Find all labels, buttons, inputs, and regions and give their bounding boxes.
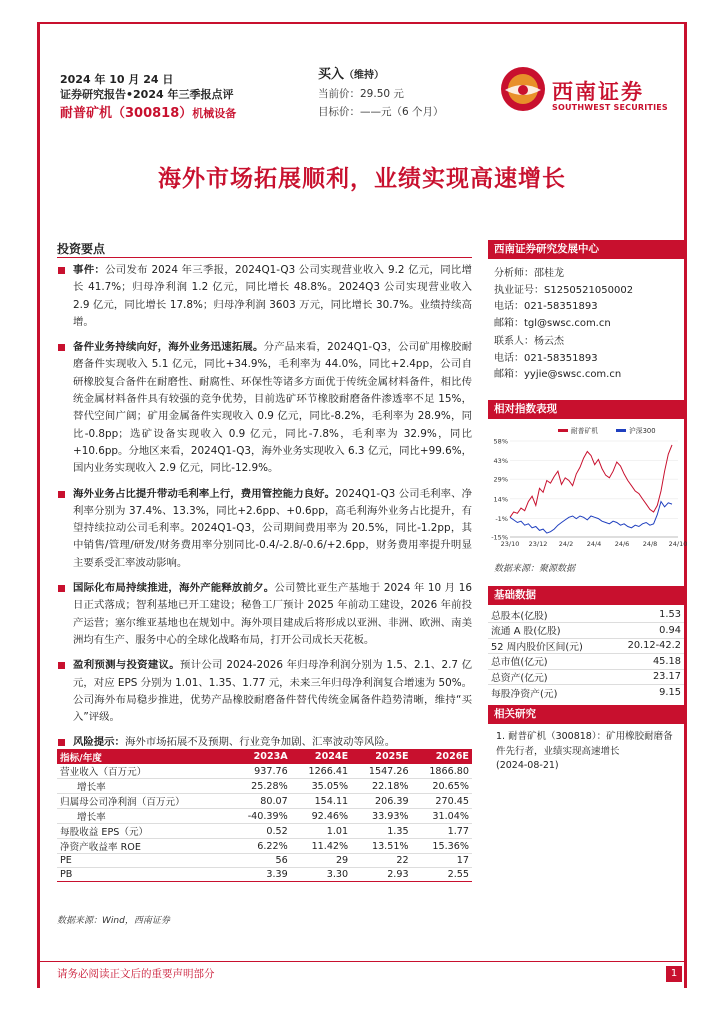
highlight-item bbox=[57, 580, 472, 649]
y-tick-label: 14% bbox=[493, 495, 508, 504]
table-cell: 56 bbox=[230, 854, 291, 868]
table-cell: 20.65% bbox=[412, 779, 472, 794]
row-label: 52 周内股价区间(元) bbox=[488, 638, 610, 654]
highlight-label: 事件： bbox=[73, 264, 106, 276]
table-cell: 33.93% bbox=[351, 809, 411, 824]
table-cell: 1.77 bbox=[412, 824, 472, 839]
related-research-title[interactable]: 1. 耐普矿机（300818）：矿用橡胶耐磨备件先行者，业绩实现高速增长 bbox=[496, 731, 673, 757]
legend-swatch bbox=[558, 429, 568, 432]
table-row bbox=[488, 669, 684, 685]
x-tick-label: 24/2 bbox=[558, 540, 574, 548]
related-research-heading: 相关研究 bbox=[488, 705, 684, 724]
table-row bbox=[488, 607, 684, 623]
y-tick-label: -15% bbox=[491, 533, 508, 542]
footer-disclaimer: 请务必阅读正文后的重要声明部分 bbox=[57, 968, 215, 980]
table-row bbox=[57, 824, 472, 839]
y-tick-label: 29% bbox=[493, 475, 508, 484]
table-cell: 25.28% bbox=[230, 779, 291, 794]
highlight-label: 风险提示： bbox=[73, 736, 125, 749]
table-row bbox=[57, 764, 472, 779]
series-line-naipu bbox=[510, 445, 672, 517]
highlight-item bbox=[57, 262, 472, 331]
row-label: PB bbox=[57, 868, 230, 882]
chart-svg bbox=[488, 425, 688, 557]
bullet-square-icon bbox=[58, 585, 65, 592]
row-label: 增长率 bbox=[57, 809, 230, 824]
report-type: 证券研究报告•2024 年三季报点评 bbox=[60, 88, 234, 101]
chart-source: 数据来源：聚源数据 bbox=[494, 564, 576, 574]
analyst-license: 执业证号：S1250521050002 bbox=[494, 284, 634, 296]
table-cell: 80.07 bbox=[230, 794, 291, 809]
table-cell: 1266.41 bbox=[291, 764, 351, 779]
related-research-date: (2024-08-21) bbox=[496, 760, 559, 771]
research-center-heading: 西南证券研究发展中心 bbox=[488, 240, 684, 259]
target-price: 目标价：——元（6 个月） bbox=[318, 106, 444, 118]
highlight-label: 备件业务持续向好，海外业务迅速拓展。 bbox=[73, 341, 264, 354]
highlight-label: 国际化布局持续推进，海外产能释放前夕。 bbox=[73, 582, 275, 595]
table-cell: 45.18 bbox=[610, 654, 684, 670]
row-label: 增长率 bbox=[57, 779, 230, 794]
table-cell: 2.55 bbox=[412, 868, 472, 882]
table-row bbox=[57, 854, 472, 868]
bullet-square-icon bbox=[58, 662, 65, 669]
company-line bbox=[60, 105, 236, 123]
table-row bbox=[57, 868, 472, 882]
table-cell: 23.17 bbox=[610, 669, 684, 685]
analyst-name: 分析师：邵桂龙 bbox=[494, 268, 564, 279]
contact-phone: 电话：021-58351893 bbox=[494, 352, 598, 364]
legend-label: 耐普矿机 bbox=[571, 427, 599, 435]
highlight-label: 海外业务占比提升带动毛利率上行，费用管控能力良好。 bbox=[73, 487, 336, 500]
table-cell: 22 bbox=[351, 854, 411, 868]
analyst-email[interactable]: 邮箱：tgl@swsc.com.cn bbox=[494, 317, 611, 329]
highlight-text: 海外市场拓展不及预期、行业竞争加剧、汇率波动等风险。 bbox=[124, 736, 396, 749]
table-cell: 1.53 bbox=[610, 607, 684, 623]
table-cell: 17 bbox=[412, 854, 472, 868]
table-cell: 154.11 bbox=[291, 794, 351, 809]
row-label: 每股收益 EPS（元） bbox=[57, 824, 230, 839]
contact-email[interactable]: 邮箱：yyjie@swsc.com.cn bbox=[494, 369, 622, 380]
table-source: 数据来源：Wind，西南证券 bbox=[57, 916, 170, 926]
table-row bbox=[57, 779, 472, 794]
table-cell: 0.52 bbox=[230, 824, 291, 839]
right-border bbox=[684, 22, 687, 988]
col-header: 指标/年度 bbox=[57, 749, 230, 764]
highlight-text: 分产品来看，2024Q1-Q3，公司矿用橡胶耐磨备件实现收入 5.1 亿元，同比+34.9%，毛利率为 44.0%，同比+2.4pp，公司自研橡胶复合备件在耐磨性、耐腐性、环保性等诸多方面优于传统金属材料备件，相比传统金属材料备件具有较强的竞争优势，目前选矿环节橡胶耐磨备件渗透率不足 15%，替代空间广阔；矿用金属备件实现收入 0.9 亿元，同比-8.2%，毛利率为 28.9%，同比-0.8pp；选矿设备实现收入 0.9 亿元，同比-7.8%，毛利率为 32.9%，同比+10.6pp。分地区来看，2024Q1-Q3，海外业务实现收入 6.3 亿元，同比+99.6%，国内业务实现收入 2.9 亿元，同比-12.9%。 bbox=[73, 341, 473, 475]
table-cell: 937.76 bbox=[230, 764, 291, 779]
highlight-text: 预计公司 2024-2026 年归母净利润分别为 1.5、2.1、2.7 亿元，对应 EPS 分别为 1.01、1.35、1.77 元，未来三年归母净利润复合增速为 50%。公司海外布局稳步推进，优势产品橡胶耐磨备件替代传统金属备件趋势清晰，维持“买入”评级。 bbox=[73, 659, 473, 724]
table-row bbox=[57, 839, 472, 854]
current-price: 当前价：29.50 元 bbox=[318, 88, 404, 100]
rating-block bbox=[318, 66, 444, 121]
col-header: 2026E bbox=[412, 749, 472, 764]
highlights-heading: 投资要点 bbox=[57, 242, 106, 256]
basic-data-table bbox=[488, 607, 684, 700]
table-cell: 3.39 bbox=[230, 868, 291, 882]
row-label: PE bbox=[57, 854, 230, 868]
rating-note: （维持） bbox=[344, 70, 385, 81]
highlight-item bbox=[57, 486, 472, 572]
logo-name-en: SOUTHWEST SECURITIES bbox=[552, 103, 668, 112]
top-border bbox=[37, 22, 687, 24]
table-cell: 22.18% bbox=[351, 779, 411, 794]
table-cell: 206.39 bbox=[351, 794, 411, 809]
index-chart-heading: 相对指数表现 bbox=[488, 400, 684, 419]
footer-divider bbox=[37, 961, 687, 962]
x-tick-label: 24/6 bbox=[614, 540, 630, 548]
legend-swatch bbox=[616, 429, 626, 432]
table-cell: 270.45 bbox=[412, 794, 472, 809]
contact-name: 联系人：杨云杰 bbox=[494, 336, 564, 347]
table-cell: 11.42% bbox=[291, 839, 351, 854]
highlight-item bbox=[57, 657, 472, 726]
highlight-item bbox=[57, 339, 472, 477]
table-cell: 35.05% bbox=[291, 779, 351, 794]
col-header: 2025E bbox=[351, 749, 411, 764]
col-header: 2024E bbox=[291, 749, 351, 764]
y-tick-label: 58% bbox=[493, 437, 508, 446]
row-label: 每股净资产(元) bbox=[491, 688, 558, 700]
report-meta bbox=[60, 72, 236, 123]
logo-emblem-icon bbox=[500, 66, 546, 112]
table-row bbox=[488, 654, 684, 670]
bullet-square-icon bbox=[58, 344, 65, 351]
table-row bbox=[488, 638, 684, 654]
analyst-phone: 电话：021-58351893 bbox=[494, 301, 598, 312]
table-header-row bbox=[57, 749, 472, 764]
x-tick-label: 23/12 bbox=[528, 540, 548, 548]
report-title: 海外市场拓展顺利，业绩实现高速增长 bbox=[158, 166, 566, 192]
col-header: 2023A bbox=[230, 749, 291, 764]
table-cell: 92.46% bbox=[291, 809, 351, 824]
table-row bbox=[57, 794, 472, 809]
table-row bbox=[488, 685, 684, 701]
rating-value: 买入 bbox=[318, 67, 345, 82]
table-cell: 20.12-42.2 bbox=[610, 638, 684, 654]
table-cell: 15.36% bbox=[412, 839, 472, 854]
highlight-text: 公司赞比亚生产基地于 2024 年 10 月 16 日正式落成；智利基地已开工建设；秘鲁工厂预计 2025 年前动工建设，2026 年前投产运营；塞尔维亚基地也在规划中。海外项目建成后将形成以亚洲、非洲、欧洲、南美洲均有生产、服务中心的全球化战略布局，打开公司成长天花板。 bbox=[73, 582, 472, 646]
y-tick-label: -1% bbox=[495, 515, 508, 524]
table-cell: 2.93 bbox=[351, 868, 411, 882]
analyst-info bbox=[494, 266, 633, 332]
table-cell: 31.04% bbox=[412, 809, 472, 824]
table-cell: 1866.80 bbox=[412, 764, 472, 779]
industry: 机械设备 bbox=[192, 107, 237, 120]
row-label: 总资产(亿元) bbox=[488, 669, 610, 685]
page-number: 1 bbox=[666, 966, 682, 982]
bullet-square-icon bbox=[58, 491, 65, 498]
company-name: 耐普矿机（300818） bbox=[60, 106, 193, 121]
row-label: 营业收入（百万元） bbox=[57, 764, 230, 779]
contact-info bbox=[494, 334, 621, 384]
highlights-divider bbox=[57, 257, 472, 258]
x-tick-label: 24/10 bbox=[668, 540, 688, 548]
table-cell: 0.94 bbox=[610, 623, 684, 639]
highlights-list bbox=[57, 262, 472, 752]
bullet-square-icon bbox=[58, 267, 65, 274]
table-row bbox=[488, 623, 684, 639]
y-tick-label: 43% bbox=[493, 457, 508, 466]
financial-forecast-table bbox=[57, 749, 472, 882]
company-logo bbox=[500, 66, 680, 118]
report-date: 2024 年 10 月 24 日 bbox=[60, 73, 174, 86]
table-cell: 3.30 bbox=[291, 868, 351, 882]
logo-name-cn: 西南证券 bbox=[552, 80, 644, 104]
table-row bbox=[57, 809, 472, 824]
basic-data-heading: 基础数据 bbox=[488, 586, 684, 605]
row-label: 归属母公司净利润（百万元） bbox=[57, 794, 230, 809]
table-cell: -40.39% bbox=[230, 809, 291, 824]
table-cell: 1547.26 bbox=[351, 764, 411, 779]
table-cell: 9.15 bbox=[659, 687, 681, 698]
row-label: 流通 A 股(亿股) bbox=[488, 623, 610, 639]
legend-label: 沪深300 bbox=[629, 427, 656, 435]
rating bbox=[318, 66, 444, 85]
table-cell: 13.51% bbox=[351, 839, 411, 854]
table-cell: 6.22% bbox=[230, 839, 291, 854]
table-cell: 1.01 bbox=[291, 824, 351, 839]
highlight-text: 公司发布 2024 年三季报，2024Q1-Q3 公司实现营业收入 9.2 亿元，同比增长 41.7%；归母净利润 1.2 亿元，同比增长 48.8%。2024Q3 公司实现营业收入 2.9 亿元，同比增长 17.8%；归母净利润 3603 万元，同比增长 30.7%。业绩持续高增。 bbox=[73, 264, 472, 328]
bullet-square-icon bbox=[58, 739, 65, 746]
row-label: 总市值(亿元) bbox=[488, 654, 610, 670]
highlight-text: 2024Q1-Q3 公司毛利率、净利率分别为 37.4%、13.3%，同比+2.6pp、+0.6pp，高毛利海外业务占比提升，有望持续拉动公司毛利率。2024Q1-Q3，公司期间费用率为 20.5%，同比-1.2pp，其中销售/管理/研发/财务费用率分别同比-0.4/-2.8/-0.6/+2.6pp，财务费用率提升明显主要系受汇率波动影响。 bbox=[73, 487, 472, 569]
table-cell: 29 bbox=[291, 854, 351, 868]
x-tick-label: 24/4 bbox=[586, 540, 602, 548]
highlight-label: 盈利预测与投资建议。 bbox=[73, 659, 180, 672]
table-cell: 1.35 bbox=[351, 824, 411, 839]
x-tick-label: 23/10 bbox=[500, 540, 520, 548]
related-research-item[interactable] bbox=[496, 730, 682, 774]
x-tick-label: 24/8 bbox=[642, 540, 658, 548]
relative-index-chart bbox=[488, 425, 688, 557]
row-label: 总股本(亿股) bbox=[488, 607, 610, 623]
row-label: 净资产收益率 ROE bbox=[57, 839, 230, 854]
